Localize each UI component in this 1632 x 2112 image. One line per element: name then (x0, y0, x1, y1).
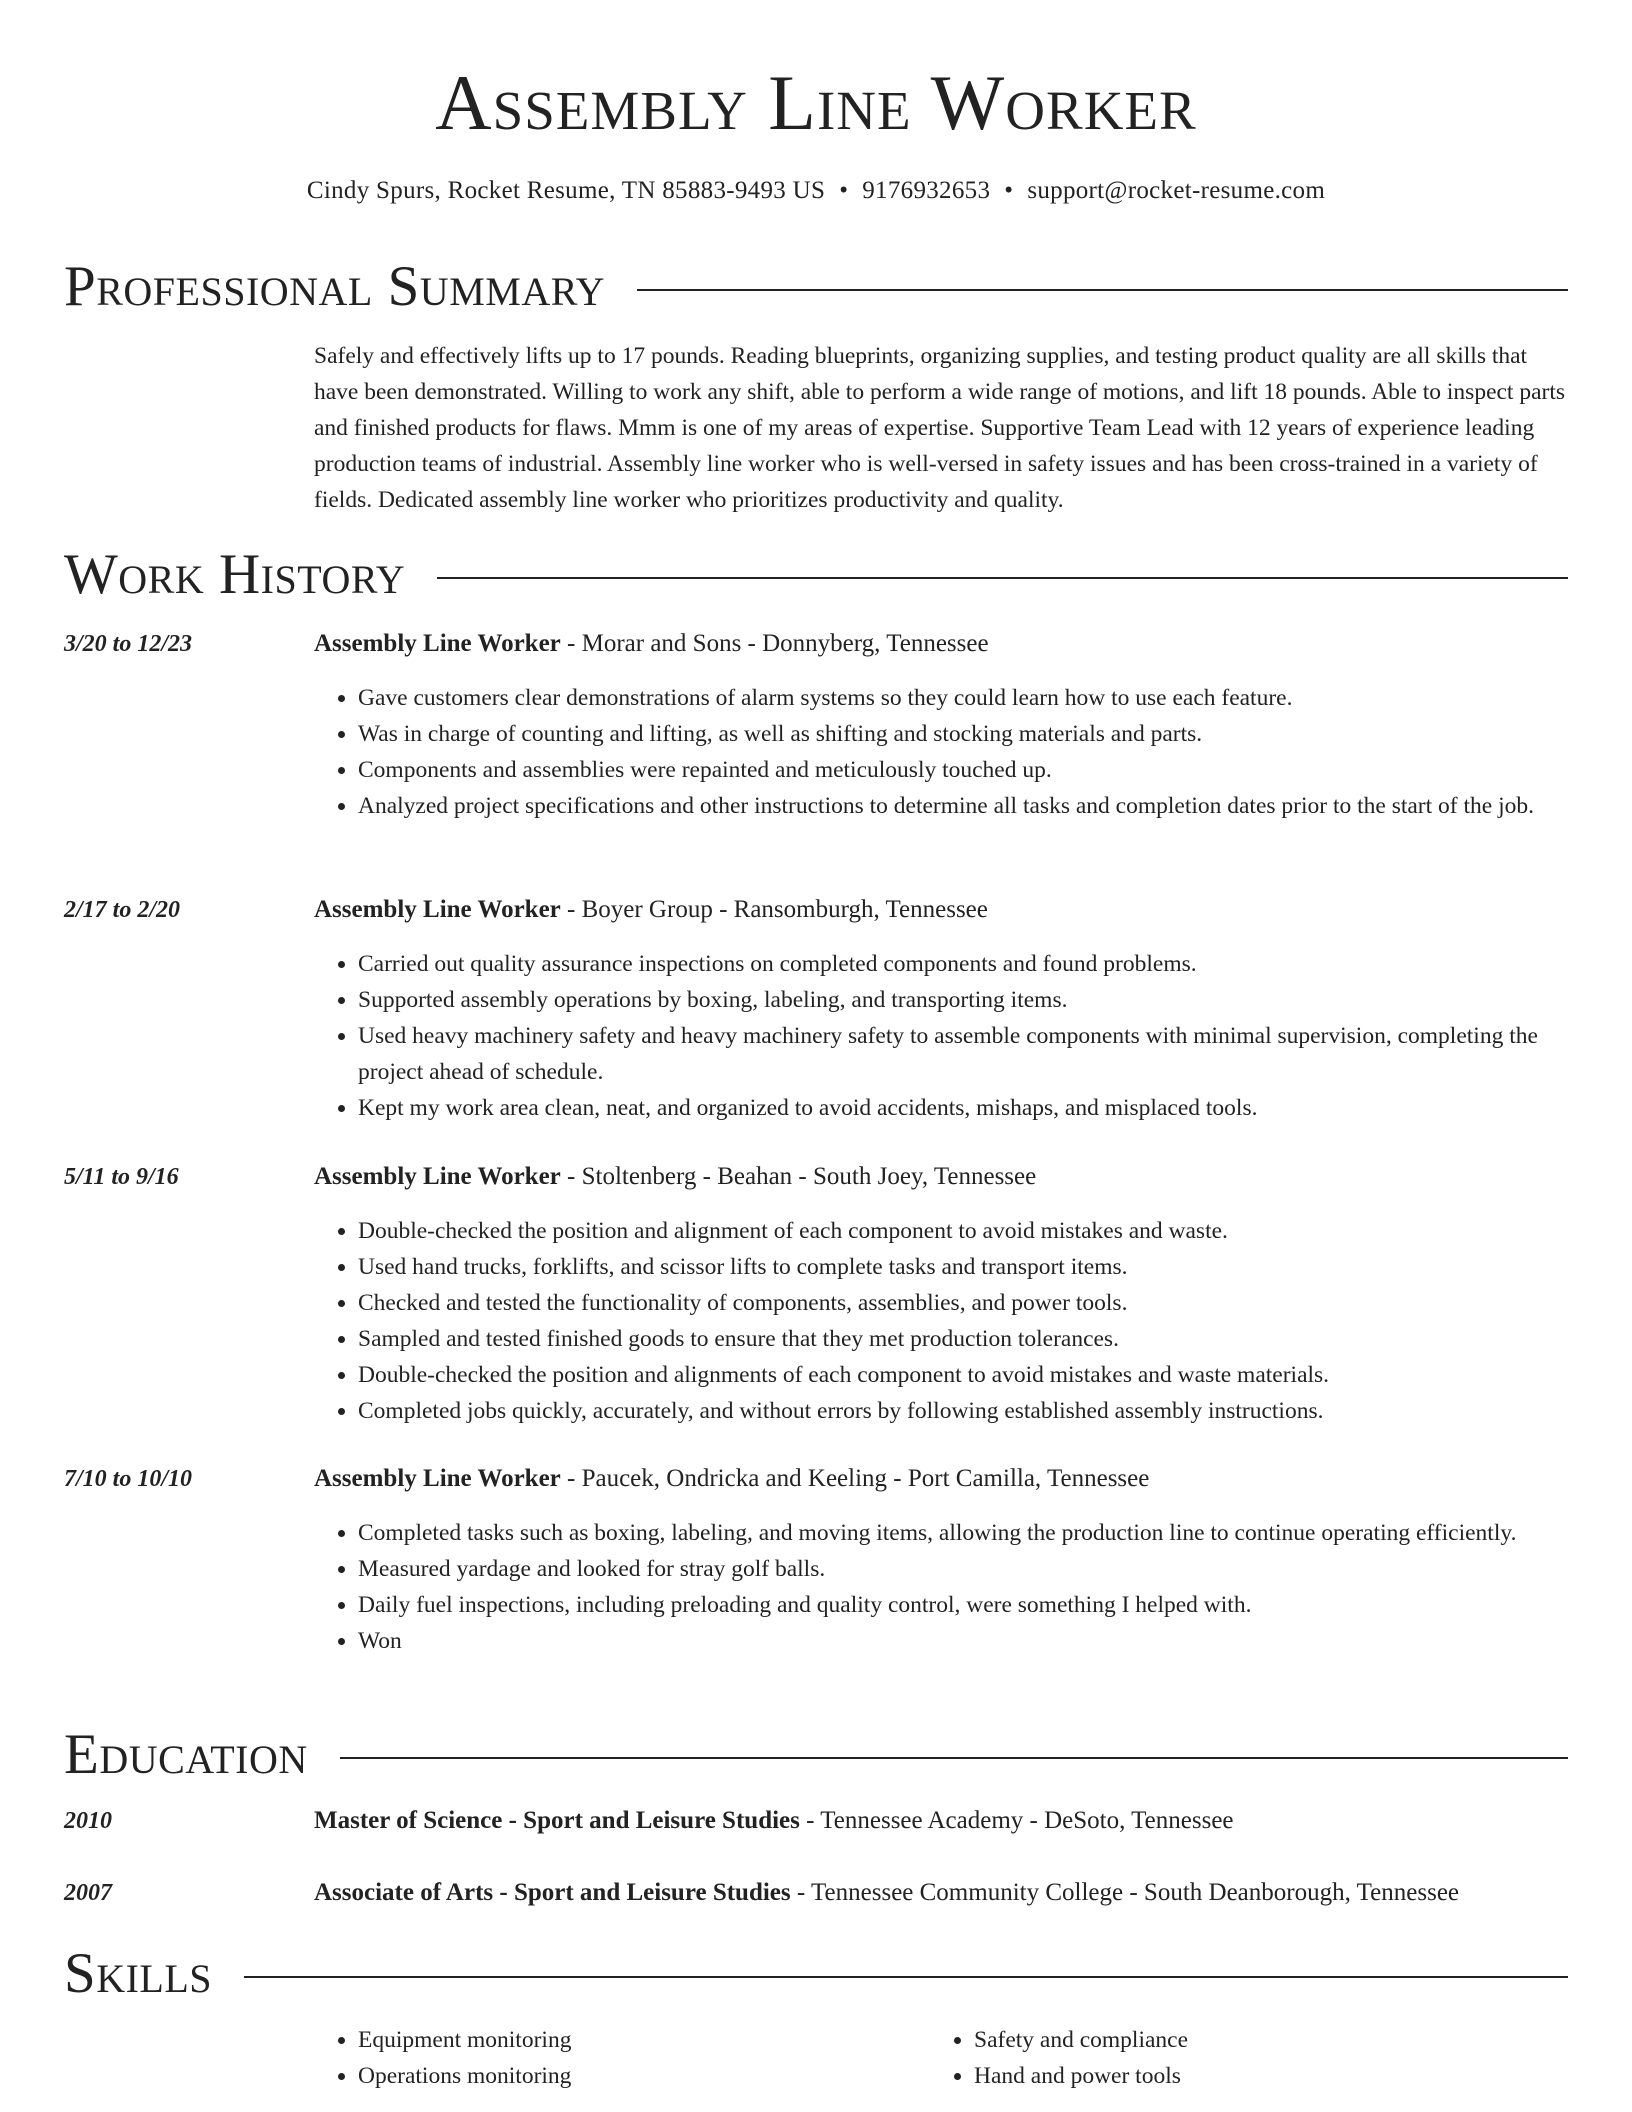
job-bullet: • Daily fuel inspections, including preloading and quality control, were something I helped with. (358, 1587, 1568, 1623)
job-bullet: • Checked and tested the functionality of components, assemblies, and power tools. (358, 1285, 1568, 1321)
skill-item: • Operations monitoring (358, 2058, 571, 2094)
job-role: Assembly Line Worker (314, 630, 561, 657)
section-title-skills: Skills (64, 1942, 213, 2005)
contact-line (0, 174, 1632, 208)
section-title-summary: Professional Summary (64, 255, 606, 318)
job-employer: - Paucek, Ondricka and Keeling - Port Camilla, Tennessee (560, 1465, 1150, 1492)
job-bullets (314, 1213, 1568, 1429)
contact-address: Cindy Spurs, Rocket Resume, TN 85883-9493 US (306, 177, 826, 204)
job-bullet: • Used hand trucks, forklifts, and scissor lifts to complete tasks and transport items. (358, 1249, 1568, 1285)
education-school: - Tennessee Academy - DeSoto, Tennessee (799, 1807, 1234, 1834)
job-bullets (314, 1515, 1568, 1659)
job-dates: 3/20 to 12/23 (64, 631, 193, 657)
job-bullet: • Double-checked the position and alignments of each component to avoid mistakes and waste materials. (358, 1357, 1568, 1393)
summary-text: Safely and effectively lifts up to 17 pounds. Reading blueprints, organizing supplies, and testing product quality are all skills that have been demonstrated. Willing to work any shift, able to perform a wide range of motions, and lift 18 pounds. Able to inspect parts and finished products for flaws. Mmm is one of my areas of expertise. Supportive Team Lead with 12 years of experience leading production teams of industrial. Assembly line worker who is well-versed in safety issues and has been cross-trained in a variety of fields. Dedicated assembly line worker who prioritizes productivity and quality. (314, 343, 1566, 513)
section-header-education (64, 1724, 1568, 1786)
job-employer: - Morar and Sons - Donnyberg, Tennessee (560, 630, 989, 657)
section-title-education: Education (64, 1723, 308, 1786)
job-role: Assembly Line Worker (314, 1465, 561, 1492)
education-heading (314, 1876, 1568, 1910)
section-header-work-history (64, 544, 1568, 606)
section-header-summary (64, 256, 1568, 318)
education-degree: Master of Science - Sport and Leisure Studies (314, 1807, 800, 1834)
job-bullet: • Was in charge of counting and lifting, as well as shifting and stocking materials and parts. (358, 716, 1568, 752)
job-role: Assembly Line Worker (314, 1163, 561, 1190)
contact-phone: 9176932653 (862, 177, 991, 204)
section-title-work-history: Work History (64, 543, 406, 606)
job-heading (314, 1160, 1568, 1194)
job-bullets (314, 946, 1568, 1126)
job-bullet: • Analyzed project specifications and other instructions to determine all tasks and completion dates prior to the start of the job. (358, 788, 1568, 824)
job-bullets (314, 680, 1568, 824)
job-employer: - Stoltenberg - Beahan - South Joey, Tennessee (560, 1163, 1037, 1190)
education-year: 2010 (64, 1808, 112, 1834)
education-school: - Tennessee Community College - South Deanborough, Tennessee (790, 1879, 1460, 1906)
section-divider (637, 289, 1568, 291)
job-heading (314, 1462, 1568, 1496)
job-bullet: • Used heavy machinery safety and heavy machinery safety to assemble components with minimal supervision, completing the project ahead of schedule. (358, 1018, 1568, 1090)
skill-item: • Equipment monitoring (358, 2022, 571, 2058)
job-bullet: • Double-checked the position and alignment of each component to avoid mistakes and waste. (358, 1213, 1568, 1249)
skill-item: • Safety and compliance (974, 2022, 1188, 2058)
job-bullet: • Completed tasks such as boxing, labeling, and moving items, allowing the production line to continue operating efficiently. (358, 1515, 1568, 1551)
education-year: 2007 (64, 1880, 112, 1906)
section-divider (340, 1757, 1568, 1759)
job-heading (314, 627, 1568, 661)
section-divider (437, 577, 1568, 579)
job-bullet: • Measured yardage and looked for stray golf balls. (358, 1551, 1568, 1587)
resume-title: Assembly Line Worker (435, 59, 1197, 146)
contact-email: support@rocket-resume.com (1027, 177, 1326, 204)
contact-separator: • (1004, 177, 1014, 204)
job-bullet: • Components and assemblies were repainted and meticulously touched up. (358, 752, 1568, 788)
job-bullet: • Sampled and tested finished goods to ensure that they met production tolerances. (358, 1321, 1568, 1357)
skill-item: • Hand and power tools (974, 2058, 1188, 2094)
skills-list-left (314, 2022, 571, 2094)
job-bullet: • Gave customers clear demonstrations of alarm systems so they could learn how to use each feature. (358, 680, 1568, 716)
job-dates: 7/10 to 10/10 (64, 1466, 193, 1492)
job-bullet: • Kept my work area clean, neat, and organized to avoid accidents, mishaps, and misplaced tools. (358, 1090, 1568, 1126)
section-header-skills (64, 1943, 1568, 2005)
contact-separator: • (839, 177, 849, 204)
job-bullet: • Won (358, 1623, 1568, 1659)
job-dates: 5/11 to 9/16 (64, 1164, 179, 1190)
education-heading (314, 1804, 1568, 1838)
job-bullet: • Completed jobs quickly, accurately, and without errors by following established assembly instructions. (358, 1393, 1568, 1429)
job-dates: 2/17 to 2/20 (64, 897, 181, 923)
section-divider (244, 1976, 1568, 1978)
education-degree: Associate of Arts - Sport and Leisure Studies (314, 1879, 791, 1906)
job-bullet: • Supported assembly operations by boxing, labeling, and transporting items. (358, 982, 1568, 1018)
job-bullet: • Carried out quality assurance inspections on completed components and found problems. (358, 946, 1568, 982)
job-role: Assembly Line Worker (314, 896, 561, 923)
job-heading (314, 893, 1568, 927)
skills-list-right (930, 2022, 1188, 2094)
job-employer: - Boyer Group - Ransomburgh, Tennessee (560, 896, 988, 923)
